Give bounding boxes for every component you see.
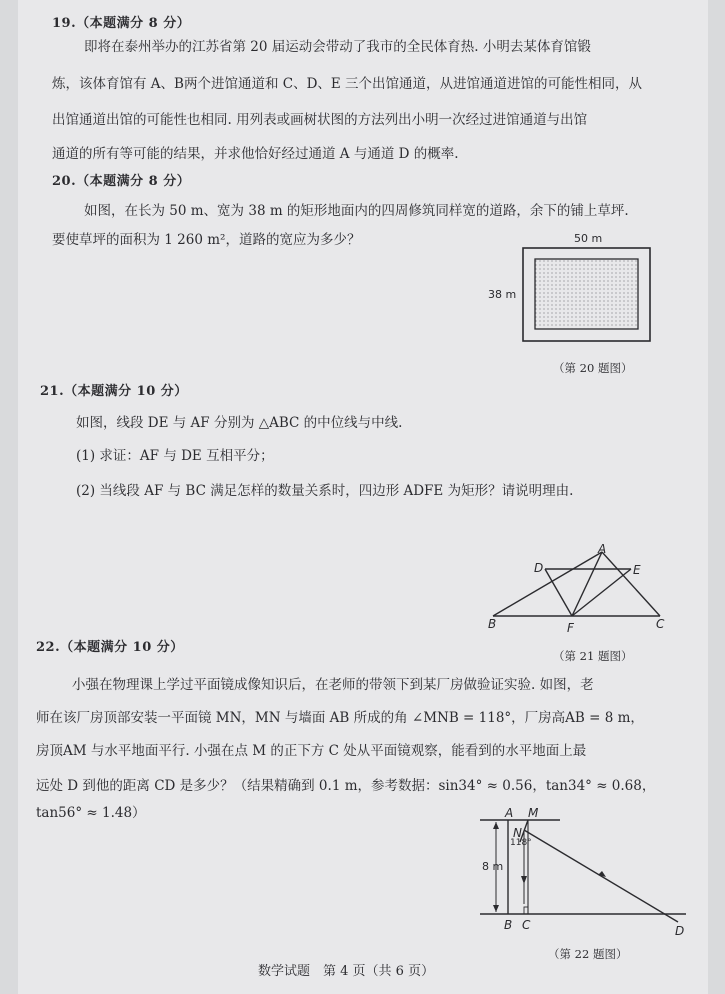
q21-heading: 21.（本题满分 10 分） bbox=[40, 384, 188, 399]
point-B-label: B bbox=[504, 918, 513, 932]
q20-width-label: 38 m bbox=[488, 288, 517, 301]
point-B-label: B bbox=[488, 617, 497, 631]
q21-line-1: 如图，线段 DE 与 AF 分别为 △ABC 的中位线与中线. bbox=[76, 415, 403, 431]
q21-line-2: (1) 求证：AF 与 DE 互相平分； bbox=[76, 448, 274, 464]
q19-line-3: 出馆通道出馆的可能性也相同. 用列表或画树状图的方法列出小明一次经过进馆通道与出馆 bbox=[52, 112, 588, 128]
q22-heading: 22.（本题满分 10 分） bbox=[36, 640, 184, 655]
right-angle-mark bbox=[524, 907, 528, 914]
triangle-diagram bbox=[490, 550, 670, 622]
q20-line-2: 要使草坪的面积为 1 260 m²，道路的宽应为多少？ bbox=[52, 232, 361, 248]
point-C-label: C bbox=[522, 918, 531, 932]
point-M-label: M bbox=[528, 806, 539, 820]
segment-DF bbox=[545, 569, 572, 616]
segment-AB bbox=[493, 552, 602, 616]
height-8m-label: 8 m bbox=[482, 860, 504, 873]
dim-arrow-bottom bbox=[493, 905, 499, 912]
point-N-label: N bbox=[513, 826, 522, 840]
q21-line-3: (2) 当线段 AF 与 BC 满足怎样的数量关系时，四边形 ADFE 为矩形？请说明理由. bbox=[76, 483, 574, 499]
point-D-label: D bbox=[675, 924, 685, 938]
q19-line-1: 即将在泰州举办的江苏省第 20 届运动会带动了我市的全民体育热. 小明去某体育馆锻 bbox=[84, 39, 591, 55]
mirror-diagram bbox=[478, 812, 688, 930]
segment-AC bbox=[602, 552, 660, 616]
q22-line-2: 师在该厂房顶部安装一平面镜 MN，MN 与墙面 AB 所成的角 ∠MNB = 118°，厂房高AB = 8 m， bbox=[36, 710, 644, 726]
lawn-rectangle bbox=[535, 259, 638, 329]
q22-line-3: 房顶AM 与水平地面平行. 小强在点 M 的正下方 C 处从平面镜观察，能看到的水平地面上最 bbox=[36, 743, 587, 759]
point-C-label: C bbox=[656, 617, 665, 631]
angle-118-label: 118° bbox=[510, 838, 532, 848]
q22-line-5: tan56° ≈ 1.48） bbox=[36, 805, 146, 821]
point-A-label: A bbox=[505, 806, 514, 820]
point-E-label: E bbox=[633, 563, 641, 577]
q20-line-1: 如图，在长为 50 m、宽为 38 m 的矩形地面内的四周修筑同样宽的道路，余下的铺上草坪. bbox=[84, 203, 629, 219]
q22-caption: （第 22 题图） bbox=[548, 947, 628, 961]
q20-heading: 20.（本题满分 8 分） bbox=[52, 174, 191, 189]
dim-arrow-top bbox=[493, 822, 499, 829]
q20-length-label: 50 m bbox=[574, 232, 603, 245]
q19-line-4: 通道的所有等可能的结果，并求他恰好经过通道 A 与通道 D 的概率. bbox=[52, 146, 459, 162]
point-F-label: F bbox=[567, 621, 574, 635]
q22-line-1: 小强在物理课上学过平面镜成像知识后，在老师的带领下到某厂房做验证实验. 如图，老 bbox=[72, 677, 594, 693]
q22-line-4: 远处 D 到他的距离 CD 是多少？（结果精确到 0.1 m，参考数据：sin34° ≈ 0.56，tan34° ≈ 0.68， bbox=[36, 778, 656, 794]
point-D-label: D bbox=[534, 561, 544, 575]
segment-EF bbox=[572, 569, 631, 616]
q19-heading: 19.（本题满分 8 分） bbox=[52, 16, 191, 31]
q20-caption: （第 20 题图） bbox=[553, 361, 633, 375]
page-footer: 数学试题 第 4 页（共 6 页） bbox=[258, 964, 435, 979]
sight-arrow-down bbox=[521, 876, 527, 884]
rectangle-field-diagram bbox=[522, 247, 652, 343]
q21-caption: （第 21 题图） bbox=[553, 649, 633, 663]
sight-line-to-D bbox=[524, 830, 678, 922]
q19-line-2: 炼，该体育馆有 A、B两个进馆通道和 C、D、E 三个出馆通道，从进馆通道进馆的可能性相同，从 bbox=[52, 76, 643, 92]
point-A-label: A bbox=[598, 542, 607, 556]
